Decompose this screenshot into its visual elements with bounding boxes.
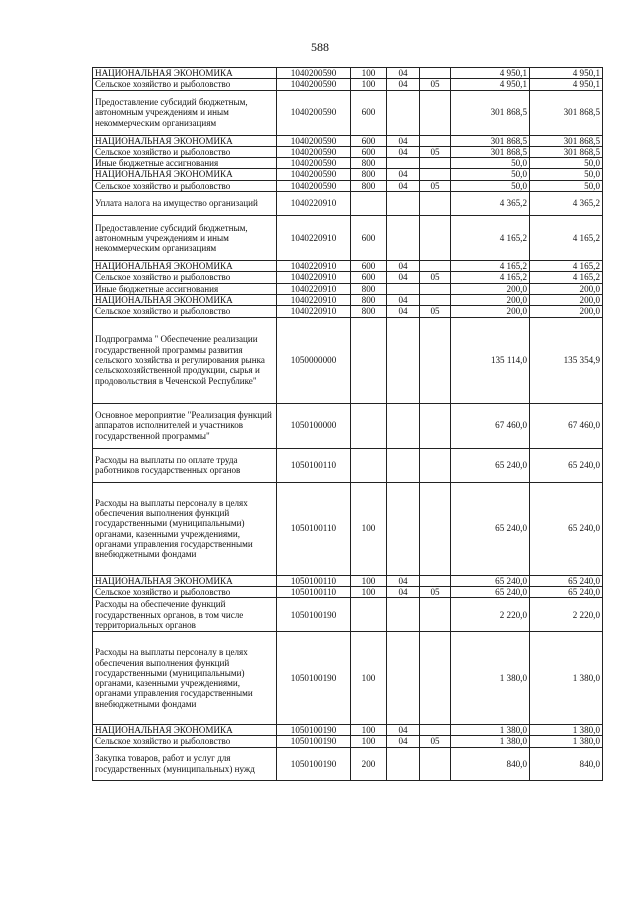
table-row	[93, 216, 603, 261]
cell-y1: 50,0	[451, 158, 530, 169]
cell-y1: 1 380,0	[451, 736, 530, 747]
cell-y1: 200,0	[451, 283, 530, 294]
cell-rz: 04	[387, 725, 420, 736]
cell-vr: 100	[351, 575, 387, 586]
table-row	[93, 79, 603, 90]
cell-pr	[420, 192, 451, 216]
cell-rz	[387, 283, 420, 294]
cell-code: 1050100190	[277, 598, 351, 632]
table-row	[93, 192, 603, 216]
cell-pr	[420, 403, 451, 448]
cell-y1: 301 868,5	[451, 146, 530, 157]
cell-rz	[387, 158, 420, 169]
cell-rz	[387, 90, 420, 135]
cell-vr: 600	[351, 146, 387, 157]
cell-y2: 840,0	[530, 747, 603, 780]
cell-y1: 67 460,0	[451, 403, 530, 448]
cell-name: Предоставление субсидий бюджетным, автономным учреждениям и иным некоммерческим организациям	[93, 90, 277, 135]
cell-pr: 05	[420, 306, 451, 317]
cell-vr	[351, 317, 387, 403]
cell-y2: 301 868,5	[530, 135, 603, 146]
cell-y1: 4 950,1	[451, 79, 530, 90]
cell-pr	[420, 283, 451, 294]
table-row	[93, 146, 603, 157]
cell-code: 1050100110	[277, 482, 351, 575]
cell-y1: 4 165,2	[451, 261, 530, 272]
cell-pr: 05	[420, 146, 451, 157]
cell-name: Подпрограмма " Обеспечение реализации государственной программы развития сельского хозяйства и регулирования рынка сельскохозяйственной продукции, сырья и продовольствия в Чеченской Республике"	[93, 317, 277, 403]
cell-y2: 200,0	[530, 306, 603, 317]
cell-pr	[420, 632, 451, 725]
cell-vr: 100	[351, 736, 387, 747]
cell-vr: 800	[351, 180, 387, 191]
cell-y1: 65 240,0	[451, 482, 530, 575]
cell-y2: 4 365,2	[530, 192, 603, 216]
cell-y2: 200,0	[530, 294, 603, 305]
cell-y2: 301 868,5	[530, 90, 603, 135]
cell-name: НАЦИОНАЛЬНАЯ ЭКОНОМИКА	[93, 725, 277, 736]
cell-code: 1040220910	[277, 272, 351, 283]
cell-rz: 04	[387, 575, 420, 586]
cell-vr: 600	[351, 135, 387, 146]
cell-pr	[420, 448, 451, 482]
cell-code: 1050100190	[277, 632, 351, 725]
cell-code: 1040220910	[277, 216, 351, 261]
cell-name: Иные бюджетные ассигнования	[93, 283, 277, 294]
cell-name: Расходы на выплаты персоналу в целях обеспечения выполнения функций государственными (муниципальными) органами, казенными учреждениями, органами управления государственными внебюджетными фондами	[93, 482, 277, 575]
table-row	[93, 135, 603, 146]
cell-name: Сельское хозяйство и рыболовство	[93, 272, 277, 283]
cell-pr	[420, 169, 451, 180]
cell-name: Расходы на выплаты персоналу в целях обеспечения выполнения функций государственными (муниципальными) органами, казенными учреждениями, органами управления государственными внебюджетными фондами	[93, 632, 277, 725]
cell-rz: 04	[387, 261, 420, 272]
cell-y1: 4 950,1	[451, 68, 530, 79]
cell-name: Иные бюджетные ассигнования	[93, 158, 277, 169]
cell-y1: 4 365,2	[451, 192, 530, 216]
table-row	[93, 482, 603, 575]
cell-rz: 04	[387, 272, 420, 283]
table-row	[93, 747, 603, 780]
cell-vr: 100	[351, 586, 387, 597]
cell-y2: 65 240,0	[530, 448, 603, 482]
page-number: 588	[311, 40, 329, 54]
cell-code: 1050100190	[277, 747, 351, 780]
cell-y2: 1 380,0	[530, 725, 603, 736]
cell-y1: 301 868,5	[451, 90, 530, 135]
cell-pr	[420, 216, 451, 261]
cell-name: Сельское хозяйство и рыболовство	[93, 306, 277, 317]
table-row	[93, 158, 603, 169]
cell-rz: 04	[387, 294, 420, 305]
cell-name: Закупка товаров, работ и услуг для государственных (муниципальных) нужд	[93, 747, 277, 780]
cell-code: 1040200590	[277, 158, 351, 169]
table-row	[93, 283, 603, 294]
cell-name: Сельское хозяйство и рыболовство	[93, 146, 277, 157]
cell-code: 1040200590	[277, 169, 351, 180]
table-row	[93, 575, 603, 586]
cell-code: 1050100110	[277, 586, 351, 597]
cell-y2: 65 240,0	[530, 575, 603, 586]
table-row	[93, 272, 603, 283]
table-row	[93, 586, 603, 597]
cell-y1: 50,0	[451, 180, 530, 191]
cell-name: НАЦИОНАЛЬНАЯ ЭКОНОМИКА	[93, 261, 277, 272]
cell-vr: 800	[351, 306, 387, 317]
table-row	[93, 294, 603, 305]
table-row	[93, 306, 603, 317]
cell-code: 1040200590	[277, 146, 351, 157]
cell-vr: 100	[351, 482, 387, 575]
cell-rz: 04	[387, 135, 420, 146]
cell-rz: 04	[387, 169, 420, 180]
cell-rz	[387, 632, 420, 725]
table-row	[93, 68, 603, 79]
cell-rz: 04	[387, 79, 420, 90]
cell-y2: 4 165,2	[530, 261, 603, 272]
cell-rz	[387, 216, 420, 261]
table-row	[93, 90, 603, 135]
cell-vr	[351, 192, 387, 216]
cell-code: 1040220910	[277, 283, 351, 294]
cell-code: 1050100190	[277, 736, 351, 747]
table-body	[93, 68, 603, 781]
cell-name: Сельское хозяйство и рыболовство	[93, 736, 277, 747]
cell-y2: 301 868,5	[530, 146, 603, 157]
cell-y2: 65 240,0	[530, 482, 603, 575]
cell-y2: 67 460,0	[530, 403, 603, 448]
cell-vr: 100	[351, 79, 387, 90]
cell-y2: 2 220,0	[530, 598, 603, 632]
cell-vr: 800	[351, 294, 387, 305]
cell-name: Расходы на обеспечение функций государственных органов, в том числе территориальных органов	[93, 598, 277, 632]
cell-rz: 04	[387, 68, 420, 79]
cell-rz	[387, 482, 420, 575]
cell-pr	[420, 294, 451, 305]
cell-code: 1040220910	[277, 294, 351, 305]
table-row	[93, 180, 603, 191]
cell-code: 1040200590	[277, 135, 351, 146]
cell-y1: 135 114,0	[451, 317, 530, 403]
cell-y2: 1 380,0	[530, 632, 603, 725]
table-row	[93, 169, 603, 180]
table-row	[93, 725, 603, 736]
cell-y2: 4 165,2	[530, 216, 603, 261]
cell-rz	[387, 317, 420, 403]
cell-name: НАЦИОНАЛЬНАЯ ЭКОНОМИКА	[93, 68, 277, 79]
cell-rz: 04	[387, 180, 420, 191]
cell-vr: 100	[351, 725, 387, 736]
cell-name: НАЦИОНАЛЬНАЯ ЭКОНОМИКА	[93, 294, 277, 305]
cell-y2: 50,0	[530, 180, 603, 191]
cell-y2: 135 354,9	[530, 317, 603, 403]
cell-code: 1040220910	[277, 192, 351, 216]
cell-vr	[351, 403, 387, 448]
table-row	[93, 598, 603, 632]
cell-pr	[420, 317, 451, 403]
cell-y1: 65 240,0	[451, 575, 530, 586]
cell-code: 1050100000	[277, 403, 351, 448]
cell-pr: 05	[420, 736, 451, 747]
cell-vr: 600	[351, 216, 387, 261]
cell-vr: 200	[351, 747, 387, 780]
table-row	[93, 448, 603, 482]
cell-pr	[420, 725, 451, 736]
budget-table	[92, 67, 603, 781]
cell-code: 1040200590	[277, 180, 351, 191]
cell-name: НАЦИОНАЛЬНАЯ ЭКОНОМИКА	[93, 169, 277, 180]
cell-name: НАЦИОНАЛЬНАЯ ЭКОНОМИКА	[93, 575, 277, 586]
cell-y2: 50,0	[530, 158, 603, 169]
cell-y2: 4 950,1	[530, 68, 603, 79]
cell-y1: 65 240,0	[451, 448, 530, 482]
cell-y1: 200,0	[451, 306, 530, 317]
cell-name: Уплата налога на имущество организаций	[93, 192, 277, 216]
cell-y2: 65 240,0	[530, 586, 603, 597]
cell-pr	[420, 68, 451, 79]
cell-pr	[420, 135, 451, 146]
cell-rz: 04	[387, 146, 420, 157]
cell-y1: 840,0	[451, 747, 530, 780]
cell-vr	[351, 448, 387, 482]
cell-pr	[420, 598, 451, 632]
cell-pr	[420, 158, 451, 169]
cell-y1: 50,0	[451, 169, 530, 180]
table-row	[93, 261, 603, 272]
cell-rz	[387, 747, 420, 780]
cell-name: Сельское хозяйство и рыболовство	[93, 79, 277, 90]
table-row	[93, 317, 603, 403]
cell-name: НАЦИОНАЛЬНАЯ ЭКОНОМИКА	[93, 135, 277, 146]
cell-vr: 600	[351, 261, 387, 272]
cell-code: 1050100110	[277, 448, 351, 482]
cell-y2: 4 950,1	[530, 79, 603, 90]
cell-rz	[387, 598, 420, 632]
cell-code: 1040220910	[277, 261, 351, 272]
cell-pr: 05	[420, 586, 451, 597]
cell-name: Сельское хозяйство и рыболовство	[93, 180, 277, 191]
cell-name: Сельское хозяйство и рыболовство	[93, 586, 277, 597]
cell-y1: 4 165,2	[451, 216, 530, 261]
cell-pr	[420, 482, 451, 575]
cell-y2: 1 380,0	[530, 736, 603, 747]
cell-vr: 100	[351, 632, 387, 725]
cell-pr: 05	[420, 79, 451, 90]
cell-y1: 1 380,0	[451, 632, 530, 725]
cell-y1: 4 165,2	[451, 272, 530, 283]
cell-pr: 05	[420, 272, 451, 283]
cell-vr: 100	[351, 68, 387, 79]
cell-pr	[420, 575, 451, 586]
cell-y1: 65 240,0	[451, 586, 530, 597]
cell-name: Основное мероприятие "Реализация функций аппаратов исполнителей и участников государственной программы"	[93, 403, 277, 448]
cell-y1: 200,0	[451, 294, 530, 305]
cell-y2: 200,0	[530, 283, 603, 294]
cell-rz: 04	[387, 306, 420, 317]
cell-y1: 1 380,0	[451, 725, 530, 736]
cell-rz	[387, 448, 420, 482]
cell-code: 1040200590	[277, 79, 351, 90]
cell-vr: 800	[351, 169, 387, 180]
cell-code: 1040200590	[277, 68, 351, 79]
cell-code: 1040220910	[277, 306, 351, 317]
cell-pr: 05	[420, 180, 451, 191]
cell-pr	[420, 261, 451, 272]
cell-rz	[387, 403, 420, 448]
cell-vr: 600	[351, 272, 387, 283]
cell-rz	[387, 192, 420, 216]
table-row	[93, 736, 603, 747]
cell-code: 1050000000	[277, 317, 351, 403]
cell-y2: 4 165,2	[530, 272, 603, 283]
cell-rz: 04	[387, 586, 420, 597]
cell-vr: 800	[351, 283, 387, 294]
cell-y1: 2 220,0	[451, 598, 530, 632]
cell-pr	[420, 90, 451, 135]
cell-vr: 800	[351, 158, 387, 169]
table-row	[93, 632, 603, 725]
cell-name: Предоставление субсидий бюджетным, автономным учреждениям и иным некоммерческим организациям	[93, 216, 277, 261]
cell-code: 1040200590	[277, 90, 351, 135]
cell-code: 1050100190	[277, 725, 351, 736]
cell-code: 1050100110	[277, 575, 351, 586]
cell-rz: 04	[387, 736, 420, 747]
cell-y2: 50,0	[530, 169, 603, 180]
table-row	[93, 403, 603, 448]
cell-pr	[420, 747, 451, 780]
cell-name: Расходы на выплаты по оплате труда работников государственных органов	[93, 448, 277, 482]
cell-vr: 600	[351, 90, 387, 135]
cell-vr	[351, 598, 387, 632]
cell-y1: 301 868,5	[451, 135, 530, 146]
